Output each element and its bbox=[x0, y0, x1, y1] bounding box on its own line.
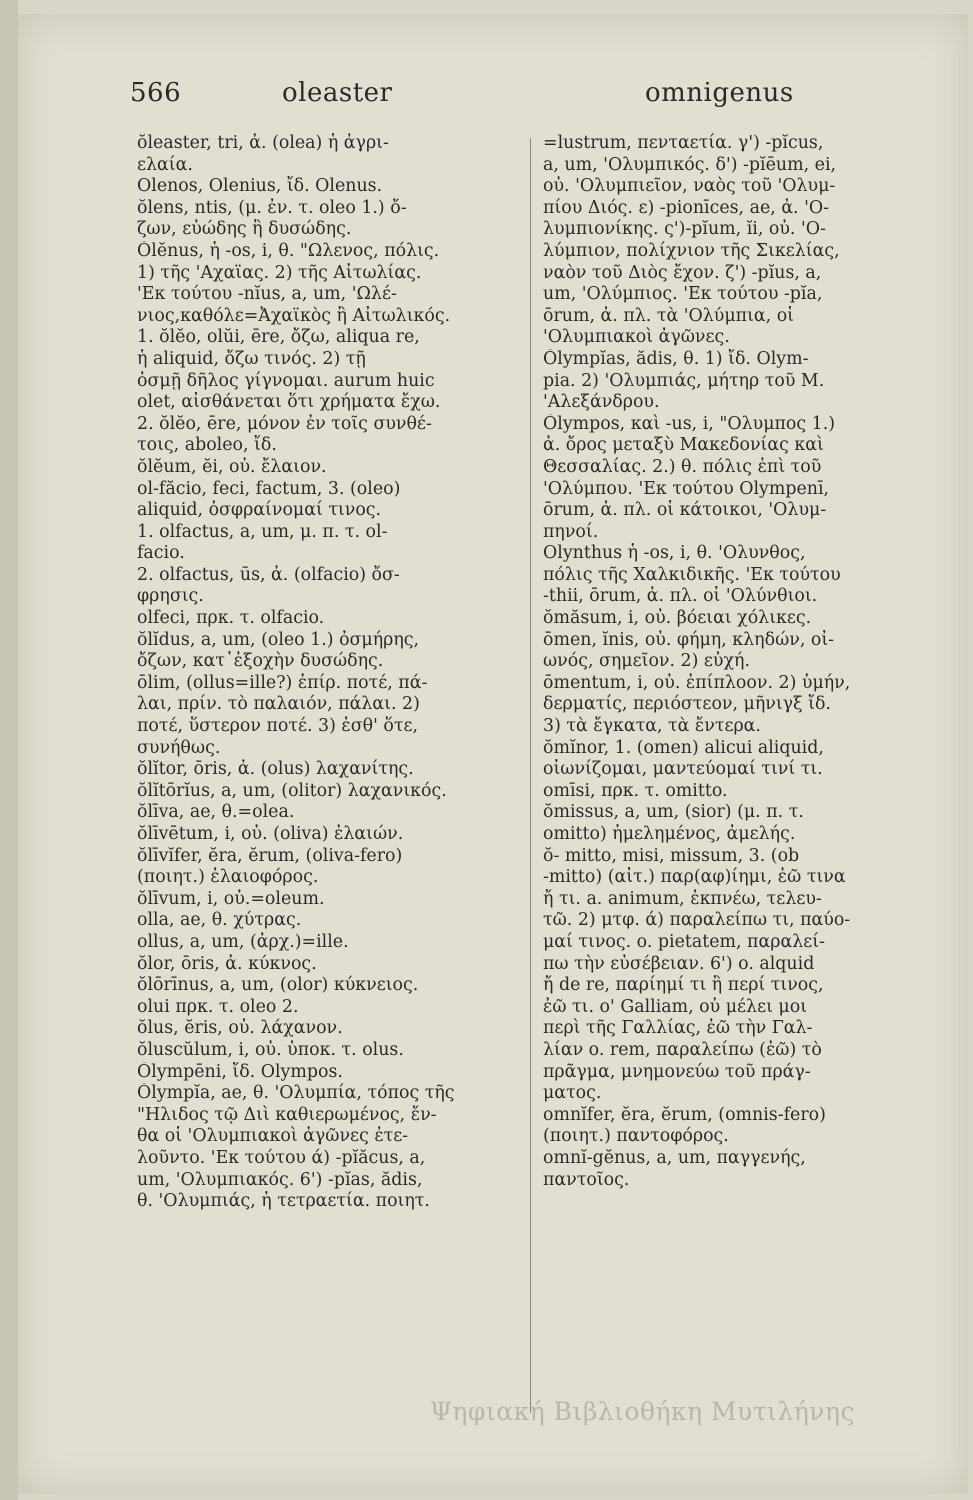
entry-line: facio. bbox=[137, 543, 185, 564]
left-guide-word: oleaster bbox=[282, 78, 393, 108]
entry-line: Ŏlĕnus, ἡ -os, i, θ. "Ωλενος, πόλις. bbox=[137, 240, 440, 261]
entry-line: ŏmissus, a, um, (sior) (μ. π. τ. bbox=[543, 802, 804, 823]
entry-line: πόλις τῆς Χαλκιδικῆς. 'Εκ τούτου bbox=[543, 564, 841, 585]
page-header bbox=[130, 78, 794, 128]
entry-line: ἤ de re, παρίημί τι ἢ περί τινος, bbox=[543, 975, 824, 996]
entry-line: ŏlĭtōrĭus, a, um, (olitor) λαχανικός. bbox=[137, 780, 447, 801]
entry-line: ollus, a, um, (ἀρχ.)=ille. bbox=[137, 931, 349, 952]
entry-line: Ŏlympĭa, ae, θ. 'Ολυμπία, τόπος τῆς bbox=[137, 1083, 455, 1104]
entry-line: ἀ. ὄρος μεταξὺ Μακεδονίας καὶ bbox=[543, 435, 824, 456]
entry-line: ŏlor, ōris, ἀ. κύκνος. bbox=[137, 953, 317, 974]
entry-line: ŏmăsum, i, οὐ. βόειαι χόλικες. bbox=[543, 608, 812, 629]
entry-line: ol-făcio, feci, factum, 3. (oleo) bbox=[137, 478, 401, 499]
entry-line: τοις, aboleo, ἴδ. bbox=[137, 435, 277, 456]
entry-line: aliquid, ὀσφραίνομαί τινος. bbox=[137, 500, 382, 521]
entry-line: pia. 2) 'Ολυμπιάς, μήτηρ τοῦ Μ. bbox=[543, 370, 825, 391]
entry-line: 2. ŏlĕo, ēre, μόνον ἐν τοῖς συνθέ- bbox=[137, 413, 432, 434]
entry-line: φρησις. bbox=[137, 586, 204, 607]
entry-line: 1) τῆς 'Αχαΐας. 2) τῆς Αἰτωλίας. bbox=[137, 262, 422, 283]
entry-line: olui πρκ. τ. oleo 2. bbox=[137, 996, 299, 1017]
entry-line: ποτέ, ὕστερον ποτέ. 3) ἐσθ' ὅτε, bbox=[137, 716, 419, 737]
page-number: 566 bbox=[130, 78, 182, 108]
entry-line: ὀσμῇ δῆλος γίγνομαι. aurum huic bbox=[137, 370, 435, 391]
entry-line: Olenos, Olenius, ἴδ. Olenus. bbox=[137, 176, 383, 197]
entry-line: ελαία. bbox=[137, 154, 193, 175]
entry-line: πρᾶγμα, μνημονεύω τοῦ πράγ- bbox=[543, 1061, 811, 1082]
entry-line: ŏ- mitto, misi, missum, 3. (ob bbox=[543, 845, 800, 866]
entry-line: omnĭ-gĕnus, a, um, παγγενής, bbox=[543, 1147, 806, 1168]
entry-line: πίου Διός. ε) -pionīces, ae, ἀ. 'Ο- bbox=[543, 197, 830, 218]
entry-line: 'Ολύμπου. 'Εκ τούτου Olympenī, bbox=[543, 478, 830, 499]
entry-line: olet, αἰσθάνεται ὅτι χρήματα ἔχω. bbox=[137, 392, 441, 413]
entry-line: ŏlĭdus, a, um, (oleo 1.) ὀσμήρης, bbox=[137, 629, 420, 650]
entry-line: Θεσσαλίας. 2.) θ. πόλις ἐπὶ τοῦ bbox=[543, 456, 822, 477]
entry-line: συνήθως. bbox=[137, 737, 221, 758]
library-watermark: Ψηφιακή Βιβλιοθήκη Μυτιλήνης bbox=[430, 1397, 855, 1426]
entry-line: ναὸν τοῦ Διὸς ἔχον. ζ') -pĭus, a, bbox=[543, 262, 822, 283]
entry-line: ŏmĭnor, 1. (omen) alicui aliquid, bbox=[543, 737, 824, 758]
entry-line: omitto) ἠμελημένος, ἀμελής. bbox=[543, 824, 796, 844]
entry-line: ōmen, ĭnis, οὐ. φήμη, κληδών, οἰ- bbox=[543, 629, 835, 650]
entry-line: Olynthus ἡ -os, i, θ. 'Ολυνθος, bbox=[543, 543, 806, 564]
column-divider bbox=[530, 138, 531, 1413]
entry-line: (ποιητ.) ἐλαιοφόρος. bbox=[137, 867, 319, 888]
entry-line: ŏlīvētum, i, οὐ. (oliva) ἐλαιών. bbox=[137, 824, 404, 844]
entry-line: ŏlĭtor, ōris, ἀ. (olus) λαχανίτης. bbox=[137, 759, 414, 780]
entry-line: 'Εκ τούτου -nĭus, a, um, 'Ωλέ- bbox=[137, 284, 397, 305]
entry-line: ŏlus, ĕris, οὐ. λάχανον. bbox=[137, 1018, 343, 1039]
entry-line: ἐῶ τι. o' Galliam, οὐ μέλει μοι bbox=[543, 996, 808, 1017]
entry-line: olfeci, πρκ. τ. olfacio. bbox=[137, 608, 325, 629]
entry-line: λίαν o. rem, παραλείπω (ἐῶ) τὸ bbox=[543, 1039, 822, 1060]
left-column bbox=[137, 133, 547, 1213]
entry-line: τῶ. 2) μτφ. ά) παραλείπω τι, παύο- bbox=[543, 910, 851, 931]
entry-line: περὶ τῆς Γαλλίας, ἐῶ τὴν Γαλ- bbox=[543, 1018, 813, 1039]
entry-line: 1. olfactus, a, um, μ. π. τ. ol- bbox=[137, 521, 388, 542]
entry-line: παντοῖος. bbox=[543, 1169, 630, 1190]
entry-line: πηνοί. bbox=[543, 521, 599, 542]
entry-line: ŏlĕum, ĕi, οὐ. ἔλαιον. bbox=[137, 456, 327, 477]
entry-line: omīsi, πρκ. τ. omitto. bbox=[543, 780, 728, 801]
entry-line: οἰωνίζομαι, μαντεύομαί τινί τι. bbox=[543, 759, 823, 780]
entry-line: omnĭfer, ĕra, ĕrum, (omnis-fero) bbox=[543, 1104, 826, 1125]
entry-line: 2. olfactus, ūs, ἀ. (olfacio) ὄσ- bbox=[137, 564, 400, 585]
entry-line: θ. 'Ολυμπιάς, ἡ τετραετία. ποιητ. bbox=[137, 1191, 430, 1212]
entry-line: -thii, ōrum, ἀ. πλ. οἱ 'Ολύνθιοι. bbox=[543, 586, 818, 607]
entry-line: μαί τινος. o. pietatem, παραλεί- bbox=[543, 931, 825, 952]
right-guide-word: omnigenus bbox=[645, 78, 794, 108]
entry-line: ŏlōrīnus, a, um, (olor) κύκνειος. bbox=[137, 975, 419, 996]
entry-line: λύμπιον, πολίχνιον τῆς Σικελίας, bbox=[543, 240, 840, 261]
entry-line: (ποιητ.) παντοφόρος. bbox=[543, 1126, 729, 1147]
entry-line: ωνός, σημεῖον. 2) εὐχή. bbox=[543, 651, 750, 672]
entry-line: 3) τὰ ἔγκατα, τὰ ἔντερα. bbox=[543, 716, 761, 737]
entry-line: Ŏlympĭas, ădis, θ. 1) ἴδ. Olym- bbox=[543, 348, 809, 369]
entry-line: 1. ŏlĕo, olŭi, ēre, ὄζω, aliqua re, bbox=[137, 327, 420, 348]
entry-line: ŏleaster, tri, ἀ. (olea) ἡ ἀγρι- bbox=[137, 133, 389, 153]
entry-line: ἡ aliquid, ὄζω τινός. 2) τῇ bbox=[137, 348, 366, 369]
entry-line: ὄζων, κατ᾽ἐξοχὴν δυσώδης. bbox=[137, 651, 384, 672]
page-edge bbox=[0, 0, 18, 1500]
entry-line: οὐ. 'Ολυμπιεῖον, ναὸς τοῦ 'Ολυμ- bbox=[543, 176, 836, 197]
entry-line: θα οἱ 'Ολυμπιακοὶ ἀγῶνες ἐτε- bbox=[137, 1126, 409, 1147]
entry-line: um, 'Ολυμπιακός. 6') -pĭas, ădis, bbox=[137, 1169, 423, 1190]
entry-line: ματος. bbox=[543, 1083, 602, 1104]
entry-line: δερματίς, περιόστεον, μῆνιγξ ἴδ. bbox=[543, 694, 831, 715]
entry-line: "Ηλιδος τῷ Διὶ καθιερωμένος, ἔν- bbox=[137, 1104, 437, 1125]
entry-line: λαι, πρίν. τὸ παλαιόν, πάλαι. 2) bbox=[137, 694, 420, 715]
entry-line: ŏlens, ntis, (μ. ἐν. τ. oleo 1.) ὄ- bbox=[137, 197, 407, 218]
entry-line: ζων, εὐώδης ἢ δυσώδης. bbox=[137, 219, 352, 240]
entry-line: λοῦντο. 'Εκ τούτου ά) -pĭăcus, a, bbox=[137, 1147, 426, 1168]
entry-line: ōrum, ἀ. πλ. οἱ κάτοικοι, 'Ολυμ- bbox=[543, 500, 827, 521]
entry-line: a, um, 'Ολυμπικός. δ') -pĭēum, ei, bbox=[543, 154, 837, 175]
entry-line: ŏlīvĭfer, ĕra, ĕrum, (oliva-fero) bbox=[137, 845, 403, 866]
entry-line: ōlim, (ollus=ille?) ἐπίρ. ποτέ, πά- bbox=[137, 672, 428, 693]
entry-line: λυμπιονίκης. ς')-pĭum, ĭi, οὐ. 'Ο- bbox=[543, 219, 826, 240]
entry-line: Ŏlympos, καὶ -us, i, "Ολυμπος 1.) bbox=[543, 413, 836, 434]
entry-line: Ŏlympēni, ἴδ. Olympos. bbox=[137, 1061, 343, 1082]
entry-line: νιος,καθόλε=Ἀχαϊκὸς ἢ Αἰτωλικός. bbox=[137, 305, 451, 326]
entry-line: -mitto) (αἰτ.) παρ(αφ)ίημι, ἐῶ τινα bbox=[543, 867, 846, 888]
entry-line: ōrum, ἀ. πλ. τὰ 'Ολύμπια, οἱ bbox=[543, 305, 795, 326]
entry-line: ŏluscŭlum, i, οὐ. ὑποκ. τ. olus. bbox=[137, 1039, 404, 1060]
entry-line: πω τὴν εὐσέβειαν. 6') o. alquid bbox=[543, 953, 815, 974]
entry-line: 'Ολυμπιακοὶ ἀγῶνες. bbox=[543, 327, 730, 348]
entry-line: ŏlīva, ae, θ.=olea. bbox=[137, 802, 295, 823]
entry-line: =lustrum, πενταετία. γ') -pĭcus, bbox=[543, 133, 824, 153]
entry-line: um, 'Ολύμπιος. 'Εκ τούτου -pĭa, bbox=[543, 284, 823, 305]
right-column bbox=[543, 133, 938, 1191]
entry-line: ἤ τι. a. animum, ἐκπνέω, τελευ- bbox=[543, 888, 822, 909]
entry-line: olla, ae, θ. χύτρας. bbox=[137, 910, 302, 931]
entry-line: ŏlīvum, i, οὐ.=oleum. bbox=[137, 888, 325, 909]
entry-line: 'Αλεξάνδρου. bbox=[543, 392, 660, 413]
entry-line: ōmentum, i, οὐ. ἐπίπλοον. 2) ὑμήν, bbox=[543, 672, 851, 693]
